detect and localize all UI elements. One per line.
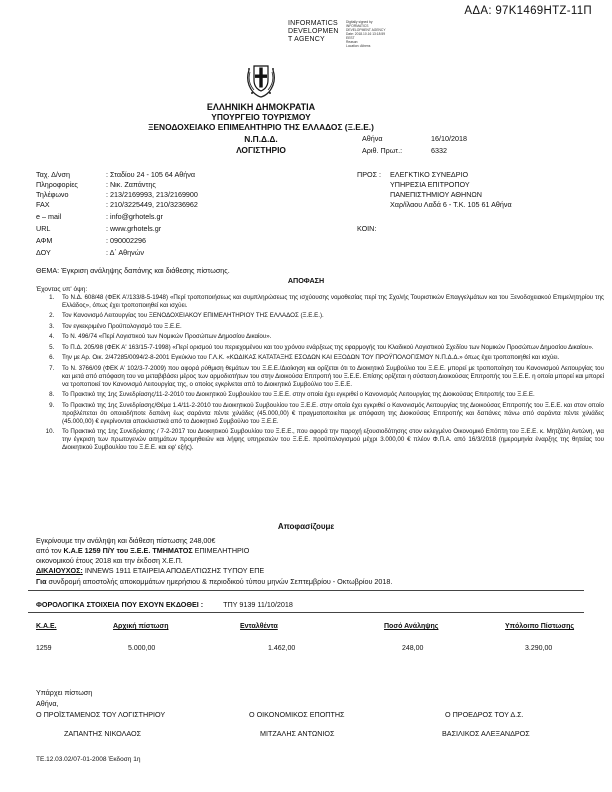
tax-info bbox=[36, 600, 293, 610]
table-header: Κ.Α.Ε. bbox=[36, 623, 57, 630]
decision-title: ΑΠΟΦΑΣΗ bbox=[287, 276, 325, 285]
protocol-label: Αριθ. Πρωτ.: bbox=[362, 146, 403, 155]
signatory-name: ΒΑΣΙΛΙΚΟΣ ΑΛΕΞΑΝΔΡΟΣ bbox=[442, 729, 530, 738]
document-date: 16/10/2018 bbox=[431, 134, 467, 143]
contact-label: ΑΦΜ bbox=[36, 236, 53, 245]
header-chamber: ΞΕΝΟΔΟΧΕΙΑΚΟ ΕΠΙΜΕΛΗΤΗΡΙΟ ΤΗΣ ΕΛΛΑΔΟΣ (Ξ.Ε.Ε.) bbox=[148, 122, 374, 132]
recipient-address: Χαρ/ίλαου Λαδά 6 - Τ.Κ. 105 61 Αθήνα bbox=[390, 200, 512, 209]
table-header: Αρχική πίστωση bbox=[113, 623, 169, 630]
approve-line: οικονομικού έτους 2018 και την έκδοση Χ.Ε.Π. bbox=[36, 556, 183, 565]
decide-title: Αποφασίζουμε bbox=[277, 522, 335, 531]
beneficiary-label: ΔΙΚΑΙΟΥΧΟΣ: bbox=[36, 566, 83, 575]
list-item: 4. Το Ν. 496/74 «Περί Λογιστικού των Νομικών Προσώπων Δημοσίου Δικαίου». bbox=[56, 333, 604, 341]
recipient-line: ΠΑΝΕΠΙΣΤΗΜΙΟΥ ΑΘΗΝΩΝ bbox=[390, 190, 482, 199]
purpose-line: Για συνδρομή αποστολής αποκομμάτων ημερήσιου & περιοδικού τύπου μηνών Σεπτεμβρίου - Οκτωβρίου 2018. bbox=[36, 577, 393, 586]
list-item: 8. Το Πρακτικό της 1ης Συνεδρίασης/11-2-2010 του Διοικητικού Συμβουλίου του Ξ.Ε.Ε. στην οποία έχει εγκριθεί ο Κανονισμός Λειτουργίας της Διοικούσας Επιτροπής του Ξ.Ε.Ε. bbox=[56, 391, 604, 399]
contact-label: URL bbox=[36, 224, 51, 233]
contact-label: ΔΟΥ bbox=[36, 248, 51, 257]
list-item: 1. Το Ν.Δ. 608/48 (ΦΕΚ Α'/133/8-5-1948) «Περί τροποποιήσεως και συμπληρώσεως της ισχύουσης νομοθεσίας περί της Σχολής Τουριστικών Επαγγελμάτων και του Ξενοδοχειακού Επιμελητηρίου της Ελλάδος», όπως έχει τροποποιηθεί και ισχύει. bbox=[56, 294, 604, 310]
ada-code: ΑΔΑ: 97Κ1469ΗΤΖ-11Π bbox=[464, 5, 592, 17]
contact-label: Τηλέφωνο bbox=[36, 190, 69, 199]
table-header: Υπόλοιπο Πίστωσης bbox=[505, 623, 575, 630]
contact-value: : 090002296 bbox=[106, 236, 146, 245]
list-item: 3. Τον εγκεκριμένο Προϋπολογισμό του Ξ.Ε.Ε. bbox=[56, 323, 604, 331]
approve-line: από τον Κ.Α.Ε 1259 Π/Υ του Ξ.Ε.Ε. ΤΜΗΜΑΤΟΣ ΕΠΙΜΕΛΗΤΗΡΙΟ bbox=[36, 546, 250, 555]
credit-exists: Υπάρχει πίστωση bbox=[36, 688, 93, 697]
contact-value: : Δ΄ Αθηνών bbox=[106, 248, 144, 257]
contact-label: Πληροφορίες bbox=[36, 180, 78, 189]
divider bbox=[28, 612, 584, 613]
table-cell: 3.290,00 bbox=[525, 645, 553, 652]
signatory-title: Ο ΠΡΟΕΔΡΟΣ ΤΟΥ Δ.Σ. bbox=[445, 710, 524, 719]
signatory-name: ΜΙΤΖΑΛΗΣ ΑΝΤΩΝΙΟΣ bbox=[260, 729, 335, 738]
dev-agency-logo: INFORMATICS DEVELOPMEN T AGENCY bbox=[288, 20, 339, 43]
recipient-line: ΕΛΕΓΚΤΙΚΟ ΣΥΝΕΔΡΙΟ bbox=[390, 170, 469, 179]
signatory-title: Ο ΟΙΚΟΝΟΜΙΚΟΣ ΕΠΟΠΤΗΣ bbox=[249, 710, 345, 719]
contact-url[interactable]: : www.grhotels.gr bbox=[106, 224, 162, 233]
signatory-name: ΖΑΠΑΝΤΗΣ ΝΙΚΟΛΑΟΣ bbox=[64, 729, 142, 738]
footer-city: Αθήνα, bbox=[36, 699, 59, 708]
list-item: 7. Το Ν. 3766/09 (ΦΕΚ Α' 102/3-7-2009) που αφορά ρύθμιση θεμάτων του Ξ.Ε.Ε./Διοίκηση και ορίζεται ότι το Διοικητικό Συμβούλιο του Ξ.Ε.Ε. μπορεί με τροποποίηση του Κανονισμού Λειτουργίας του και μετά από απόφαση του να μεταβιβάσει μέρος των αρμοδιοτήτων του στην Διοικούσα Επιτροπή του Ξ.Ε.Ε. Επίσης ορίζεται η σύσταση Διοικούσας Επιτροπής του Ξ.Ε.Ε. η οποία μπορεί και μπορεί να τροποποιεί τον Κανονισμό Λειτουργίας της, ο οποίος εγκρίνεται από το Διοικητικό Συμβούλιο του Ξ.Ε.Ε. bbox=[56, 365, 604, 389]
contact-value: : Νικ. Ζαπάντης bbox=[106, 180, 156, 189]
kae-code: Κ.Α.Ε 1259 Π/Υ του Ξ.Ε.Ε. ΤΜΗΜΑΤΟΣ bbox=[63, 546, 193, 555]
contact-value: : 210/3225449, 210/3236962 bbox=[106, 200, 198, 209]
beneficiary-line: ΔΙΚΑΙΟΥΧΟΣ: INNEWS 1911 ΕΤΑΙΡΕΙΑ ΑΠΟΔΕΛΤΙΩΣΗΣ ΤΥΠΟΥ ΕΠΕ bbox=[36, 566, 265, 575]
table-header: Ενταλθέντα bbox=[240, 623, 278, 630]
document-code: ΤΕ.12.03.02/07-01-2008 Έκδοση 1η bbox=[36, 756, 141, 763]
subject-line: ΘΕΜΑ: Έγκριση ανάληψης δαπάνης και διάθεσης πίστωσης. bbox=[36, 266, 230, 275]
tax-value: ΤΠΥ 9139 11/10/2018 bbox=[223, 600, 293, 609]
table-cell: 5.000,00 bbox=[128, 645, 156, 652]
header-department: ΛΟΓΙΣΤΗΡΙΟ bbox=[236, 145, 286, 155]
contact-label: e – mail bbox=[36, 212, 62, 221]
contact-value: : 213/2169993, 213/2169900 bbox=[106, 190, 198, 199]
contact-label: FAX bbox=[36, 200, 50, 209]
signature-details: Digitally signed by INFORMATICS DEVELOPMENT AGENCY Date: 2018.10.16 13:18:59 EEST Reason: Location: Athens bbox=[346, 20, 386, 48]
list-item: 5. Το Π.Δ. 205/98 (ΦΕΚ Α' 163/15-7-1998) «Περί ορισμού του περιεχομένου και του χρόνου ενάρξεως της εφαρμογής του Κλαδικού Λογιστικού Σχεδίου των Νομικών Προσώπων Δημοσίου Δικαίου». bbox=[56, 344, 604, 352]
coat-of-arms-icon bbox=[241, 58, 281, 100]
divider bbox=[28, 590, 584, 591]
list-item: 9. Το Πρακτικό της 1ης Συνεδρίασης/Θέμα 1.4/11-2-2010 του Διοικητικού Συμβουλίου του Ξ.Ε.Ε. στην οποία έχει εγκριθεί ο Κανονισμός Λειτουργίας της Διοικούσας Επιτροπής του Ξ.Ε.Ε. και στον οποίο προβλέπεται ότι οποιαδήποτε δαπάνη έως σαράντα πέντε χιλιάδες (45.000,00) € πραγματοποιείται με απόφαση της Διοικούσας Επιτροπής και δαπάνες πάνω από σαράντα πέντε χιλιάδες (45.000,00) € εγκρίνονται αποκλειστικά από το Διοικητικό Συμβούλιο του Ξ.Ε.Ε. bbox=[56, 402, 604, 426]
contact-label: Ταχ. Δ/νση bbox=[36, 170, 70, 179]
table-cell: 1.462,00 bbox=[268, 645, 296, 652]
list-item: 10. Το Πρακτικό της 1ης Συνεδρίασης / 7-2-2017 του Διοικητικού Συμβουλίου του Ξ.Ε.Ε., που αφορά την παροχή εξουσιοδότησης στον εκλεγμένο Οικονομικό Επόπτη του Ξ.Ε.Ε. κ. Μητζάλη Αντώνη, για την έγκριση των πρωτογενών αιτημάτων προμηθειών και λήψης υπηρεσιών του Ξ.Ε.Ε. προϋπολογισμού μέχρι 3.000,00 € πλέον Φ.Π.Α. από 16/3/2018 (ημερομηνία έναρξης της θητείας του Διοικητικού Συμβουλίου του Ξ.Ε.Ε. και εφ' εξής). bbox=[56, 428, 604, 452]
header-ministry: ΥΠΟΥΡΓΕΙΟ ΤΟΥΡΙΣΜΟΥ bbox=[211, 112, 311, 122]
contact-value: : Σταδίου 24 - 105 64 Αθήνα bbox=[106, 170, 196, 179]
list-item: 6. Την με Αρ. Οικ. 2/47285/0094/2-8-2001 Εγκύκλιο του Γ.Λ.Κ. «ΚΩΔΙΚΑΣ ΚΑΤΑΤΑΞΗΣ ΕΣΟΔΩΝ ΚΑΙ ΕΞΟΔΩΝ ΤΟΥ ΠΡΟΫΠΟΛΟΓΙΣΜΟΥ Ν.Π.Δ.Δ.» όπως έχει τροποποιηθεί και ισχύει. bbox=[56, 354, 604, 362]
list-item: 2. Τον Κανονισμό Λειτουργίας του ΞΕΝΟΔΟΧΕΙΑΚΟΥ ΕΠΙΜΕΛΗΤΗΡΙΟΥ ΤΗΣ ΕΛΛΑΔΟΣ (Ξ.Ε.Ε.). bbox=[56, 312, 604, 320]
contact-email[interactable]: : info@grhotels.gr bbox=[106, 212, 163, 221]
signatory-title: Ο ΠΡΟΪΣΤΑΜΕΝΟΣ ΤΟΥ ΛΟΓΙΣΤΗΡΙΟΥ bbox=[36, 710, 166, 719]
recipient-line: ΥΠΗΡΕΣΙΑ ΕΠΙΤΡΟΠΟΥ bbox=[390, 180, 470, 189]
table-header: Ποσό Ανάληψης bbox=[384, 623, 439, 630]
header-npdd: Ν.Π.Δ.Δ. bbox=[244, 134, 278, 144]
purpose-label: Για bbox=[36, 577, 47, 586]
city-label: Αθήνα bbox=[362, 134, 383, 143]
header-republic: ΕΛΛΗΝΙΚΗ ΔΗΜΟΚΡΑΤΙΑ bbox=[206, 102, 316, 112]
cc-label: ΚΟΙΝ: bbox=[357, 224, 377, 233]
table-cell: 1259 bbox=[36, 645, 52, 652]
having-seen-label: Έχοντας υπ' όψη: bbox=[36, 286, 88, 293]
approve-line: Εγκρίνουμε την ανάληψη και διάθεση πίστωσης 248,00€ bbox=[36, 536, 216, 545]
considerations-list bbox=[24, 294, 604, 454]
tax-label: ΦΟΡΟΛΟΓΙΚΑ ΣΤΟΙΧΕΙΑ ΠΟΥ ΕΧΟΥΝ ΕΚΔΟΘΕΙ : bbox=[36, 600, 204, 609]
table-cell: 248,00 bbox=[402, 645, 424, 652]
to-label: ΠΡΟΣ : bbox=[357, 170, 382, 179]
protocol-number: 6332 bbox=[431, 146, 447, 155]
